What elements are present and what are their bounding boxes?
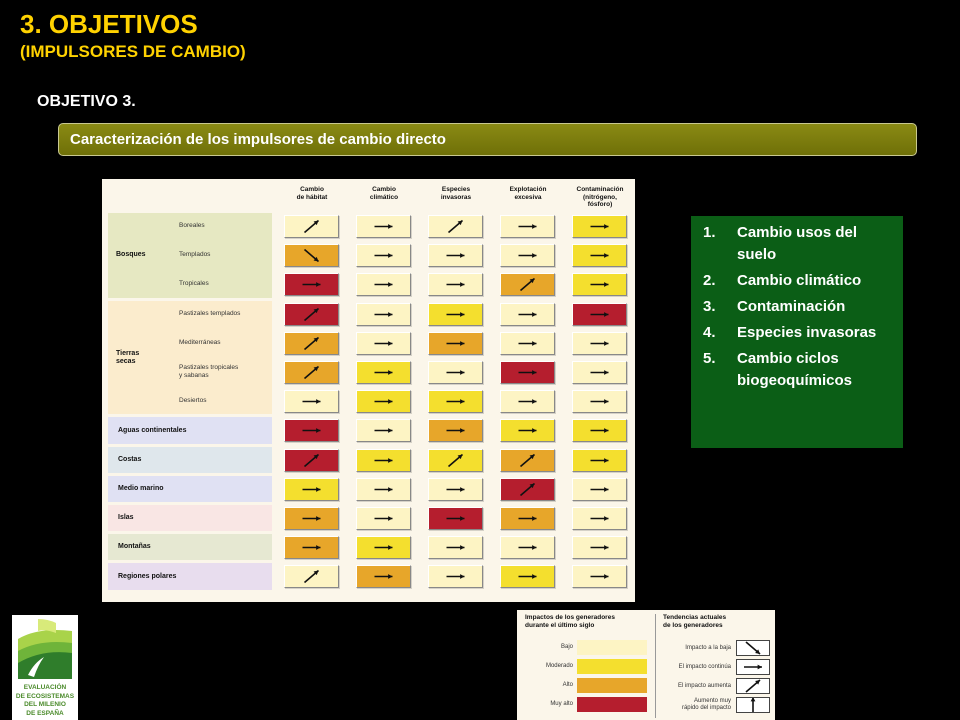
trend-arrow-icon (285, 566, 338, 587)
impact-cell (284, 273, 339, 296)
trend-arrow-icon (357, 304, 410, 325)
impact-cell (428, 244, 483, 267)
impact-cell (572, 390, 627, 413)
trend-arrow-icon (501, 333, 554, 354)
ecosystem-group-label: Regiones polares (118, 572, 177, 580)
trend-arrow-icon (285, 274, 338, 295)
trend-arrow-icon (429, 420, 482, 441)
impact-cell (428, 419, 483, 442)
impact-cell (428, 303, 483, 326)
driver-number: 5. (703, 350, 716, 367)
impact-cell (428, 215, 483, 238)
trend-arrow-icon (501, 537, 554, 558)
impact-cell (284, 565, 339, 588)
trend-arrow-icon (429, 479, 482, 500)
impact-cell (356, 244, 411, 267)
legend-impact-swatch (577, 640, 647, 655)
legend-trend-label: Impacto a la baja (685, 644, 731, 651)
legend-impact-label: Alto (562, 682, 573, 688)
impact-cell (284, 244, 339, 267)
driver-number: 2. (703, 272, 716, 289)
trend-arrow-icon (501, 304, 554, 325)
matrix-legend (517, 610, 775, 720)
trend-arrow-icon (573, 333, 626, 354)
impact-cell (500, 303, 555, 326)
trend-arrow-icon (573, 216, 626, 237)
section-banner: Caracterización de los impulsores de cambio directo (58, 123, 917, 156)
trend-arrow-icon (429, 216, 482, 237)
legend-trend-box (736, 678, 770, 694)
impact-cell (572, 536, 627, 559)
trend-arrow-icon (737, 641, 769, 655)
trend-arrow-icon (357, 216, 410, 237)
ecosystem-subtype-label: Pastizales templados (179, 309, 241, 317)
impact-cell (500, 361, 555, 384)
legend-trend-box (736, 640, 770, 656)
legend-trend-label: El impacto aumenta (677, 682, 731, 689)
trend-arrow-icon (573, 391, 626, 412)
impact-cell (284, 361, 339, 384)
impact-cell (572, 332, 627, 355)
trend-arrow-icon (285, 508, 338, 529)
trend-arrow-icon (285, 391, 338, 412)
legend-impact-swatch (577, 678, 647, 693)
trend-arrow-icon (573, 274, 626, 295)
column-header: Especies invasoras (440, 186, 472, 201)
trend-arrow-icon (501, 245, 554, 266)
impact-cell (284, 303, 339, 326)
trend-arrow-icon (573, 450, 626, 471)
trend-arrow-icon (501, 566, 554, 587)
trend-arrow-icon (501, 479, 554, 500)
trend-arrow-icon (285, 420, 338, 441)
impact-cell (500, 390, 555, 413)
trend-arrow-icon (737, 698, 769, 712)
trend-arrow-icon (501, 450, 554, 471)
trend-arrow-icon (357, 333, 410, 354)
trend-arrow-icon (357, 450, 410, 471)
trend-arrow-icon (357, 274, 410, 295)
trend-arrow-icon (429, 333, 482, 354)
trend-arrow-icon (429, 245, 482, 266)
leaf-logo-icon (18, 619, 72, 679)
impact-cell (500, 536, 555, 559)
driver-number: 4. (703, 324, 716, 341)
legend-trend-label: El impacto continúa (678, 663, 731, 670)
logo-text: EVALUACIÓN DE ECOSISTEMAS DEL MILENIO DE ESPAÑA (15, 684, 75, 717)
impact-cell (572, 419, 627, 442)
trend-arrow-icon (429, 566, 482, 587)
trend-arrow-icon (737, 660, 769, 674)
legend-trend-box (736, 697, 770, 713)
driver-item (703, 270, 899, 292)
driver-number: 3. (703, 298, 716, 315)
trend-arrow-icon (429, 274, 482, 295)
impact-matrix (102, 179, 635, 602)
impact-cell (500, 565, 555, 588)
impact-cell (500, 273, 555, 296)
driver-label: Cambio ciclos biogeoquímicos (737, 350, 853, 389)
trend-arrow-icon (357, 566, 410, 587)
trend-arrow-icon (285, 537, 338, 558)
impact-cell (572, 244, 627, 267)
impact-cell (500, 244, 555, 267)
ecosystem-group-label: Montañas (118, 543, 151, 551)
ecosystem-group-label: Tierras secas (116, 349, 140, 365)
driver-item (703, 322, 899, 344)
ecosystem-group-label: Aguas continentales (118, 426, 187, 434)
impact-cell (356, 419, 411, 442)
impact-cell (356, 565, 411, 588)
ecosystem-group-label: Costas (118, 455, 142, 463)
ecosystem-subtype-label: Desiertos (179, 397, 207, 405)
ecosystem-group-label: Bosques (116, 251, 146, 259)
legend-trends-title: Tendencias actuales de los generadores (663, 614, 727, 629)
trend-arrow-icon (573, 304, 626, 325)
driver-number: 1. (703, 224, 716, 241)
trend-arrow-icon (429, 391, 482, 412)
impact-cell (428, 478, 483, 501)
trend-arrow-icon (573, 245, 626, 266)
legend-impacts-title: Impactos de los generadores durante el último siglo (525, 614, 615, 629)
driver-label: Cambio climático (737, 272, 862, 289)
objective-heading: OBJETIVO 3. (37, 93, 136, 110)
impact-cell (500, 215, 555, 238)
column-header: Contaminación (nitrógeno, fósforo) (576, 186, 624, 208)
trend-arrow-icon (573, 362, 626, 383)
trend-arrow-icon (501, 508, 554, 529)
impact-cell (284, 449, 339, 472)
trend-arrow-icon (285, 333, 338, 354)
impact-cell (500, 449, 555, 472)
trend-arrow-icon (285, 304, 338, 325)
column-header: Cambio de hábitat (296, 186, 328, 201)
impact-cell (572, 507, 627, 530)
trend-arrow-icon (573, 479, 626, 500)
trend-arrow-icon (501, 216, 554, 237)
trend-arrow-icon (573, 420, 626, 441)
trend-arrow-icon (429, 450, 482, 471)
driver-item (703, 222, 899, 266)
impact-cell (284, 478, 339, 501)
legend-trend-label: Aumento muy rápido del impacto (681, 698, 731, 711)
driver-item (703, 296, 899, 318)
driver-label: Contaminación (737, 298, 846, 315)
ecosystem-subtype-label: Boreales (179, 222, 205, 229)
impact-cell (284, 419, 339, 442)
driver-label: Especies invasoras (737, 324, 877, 341)
impact-cell (356, 215, 411, 238)
impact-cell (356, 390, 411, 413)
impact-cell (356, 449, 411, 472)
impact-cell (428, 536, 483, 559)
impact-cell (356, 303, 411, 326)
trend-arrow-icon (357, 362, 410, 383)
impact-cell (572, 565, 627, 588)
impact-cell (284, 332, 339, 355)
trend-arrow-icon (501, 391, 554, 412)
trend-arrow-icon (357, 245, 410, 266)
impact-cell (572, 449, 627, 472)
slide-subtitle: (IMPULSORES DE CAMBIO) (20, 42, 246, 61)
trend-arrow-icon (357, 391, 410, 412)
impact-cell (356, 536, 411, 559)
trend-arrow-icon (357, 479, 410, 500)
driver-item (703, 348, 899, 392)
ecosystem-subtype-label: Mediterráneas (179, 338, 221, 346)
trend-arrow-icon (357, 537, 410, 558)
legend-impact-swatch (577, 659, 647, 674)
impact-cell (356, 273, 411, 296)
trend-arrow-icon (573, 537, 626, 558)
impact-cell (572, 361, 627, 384)
drivers-list (691, 216, 903, 448)
column-header: Cambio climático (369, 186, 399, 201)
legend-impact-label: Muy alto (550, 701, 573, 707)
impact-cell (428, 449, 483, 472)
ecosystem-subtype-label: Tropicales (179, 280, 209, 288)
trend-arrow-icon (285, 245, 338, 266)
trend-arrow-icon (357, 508, 410, 529)
trend-arrow-icon (429, 304, 482, 325)
impact-cell (572, 303, 627, 326)
trend-arrow-icon (285, 450, 338, 471)
ecosystem-subtype-label: Pastizales tropicales y sabanas (179, 364, 239, 379)
impact-cell (284, 536, 339, 559)
impact-cell (356, 361, 411, 384)
impact-cell (572, 478, 627, 501)
trend-arrow-icon (501, 274, 554, 295)
impact-cell (356, 478, 411, 501)
trend-arrow-icon (285, 216, 338, 237)
legend-divider (655, 614, 656, 718)
impact-cell (500, 332, 555, 355)
impact-cell (284, 215, 339, 238)
legend-impact-label: Bajo (560, 644, 573, 650)
trend-arrow-icon (501, 362, 554, 383)
impact-cell (428, 332, 483, 355)
ecosystem-assessment-logo (12, 615, 78, 720)
impact-cell (356, 507, 411, 530)
impact-cell (428, 273, 483, 296)
slide-title: 3. OBJETIVOS (20, 9, 198, 39)
trend-arrow-icon (429, 508, 482, 529)
impact-cell (356, 332, 411, 355)
legend-impact-label: Moderado (545, 663, 573, 669)
impact-cell (428, 390, 483, 413)
impact-cell (428, 361, 483, 384)
trend-arrow-icon (573, 566, 626, 587)
trend-arrow-icon (285, 479, 338, 500)
ecosystem-subtype-label: Templados (179, 251, 211, 259)
trend-arrow-icon (737, 679, 769, 693)
impact-cell (428, 565, 483, 588)
trend-arrow-icon (573, 508, 626, 529)
impact-cell (572, 215, 627, 238)
trend-arrow-icon (429, 362, 482, 383)
impact-cell (428, 507, 483, 530)
ecosystem-group-label: Islas (118, 514, 134, 522)
impact-cell (500, 478, 555, 501)
impact-cell (500, 507, 555, 530)
trend-arrow-icon (429, 537, 482, 558)
ecosystem-group-label: Medio marino (118, 484, 164, 492)
legend-impact-swatch (577, 697, 647, 712)
impact-cell (572, 273, 627, 296)
impact-cell (284, 390, 339, 413)
legend-trend-box (736, 659, 770, 675)
column-header: Explotación excesiva (509, 186, 547, 201)
impact-cell (284, 507, 339, 530)
trend-arrow-icon (285, 362, 338, 383)
impact-cell (500, 419, 555, 442)
trend-arrow-icon (357, 420, 410, 441)
driver-label: Cambio usos del suelo (737, 224, 858, 263)
trend-arrow-icon (501, 420, 554, 441)
